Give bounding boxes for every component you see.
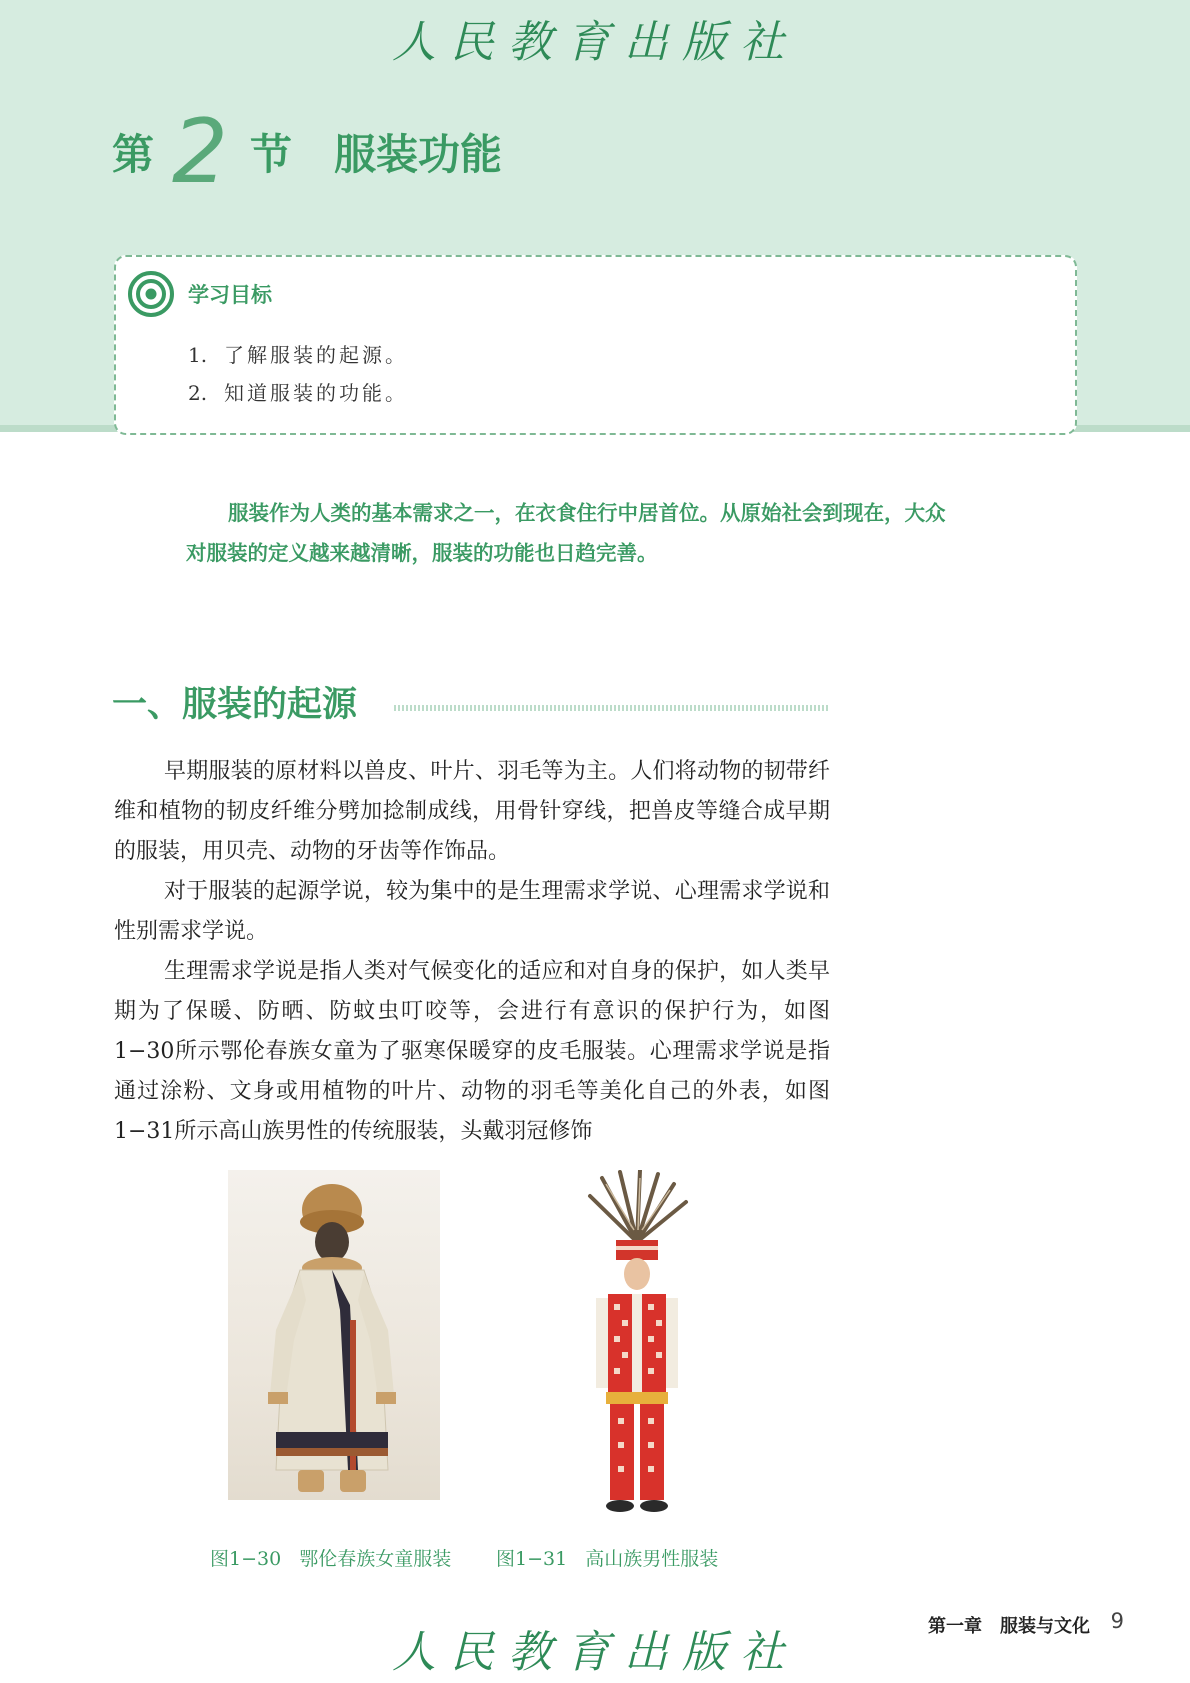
- oroqen-costume-illustration: [228, 1170, 440, 1500]
- section-number: 2: [172, 100, 229, 203]
- footer-chapter-title: 第一章 服装与文化: [928, 1616, 1090, 1637]
- section-prefix: 第: [112, 130, 155, 179]
- figure-number: 图1−30: [210, 1548, 282, 1570]
- subsection-heading: 一、服装的起源: [112, 685, 358, 725]
- figure-caption: [210, 1544, 451, 1571]
- intro-line-2: 对服装的定义越来越清晰，服装的功能也日趋完善。: [186, 541, 658, 565]
- goal-item: [188, 339, 408, 368]
- figure-caption-text: 鄂伦春族女童服装: [299, 1548, 452, 1570]
- goal-text: 了解服装的起源。: [224, 343, 408, 367]
- paragraph: 生理需求学说是指人类对气候变化的适应和对自身的保护，如人类早期为了保暖、防晒、防蚊虫叮咬等，会进行有意识的保护行为，如图1−30所示鄂伦春族女童为了驱寒保暖穿的皮毛服装。心理需求学说是指通过涂粉、文身或用植物的叶片、动物的羽毛等美化自己的外表，如图1−31所示高山族男性的传统服装，头戴羽冠修饰: [114, 959, 830, 1144]
- paragraph: 对于服装的起源学说，较为集中的是生理需求学说、心理需求学说和性别需求学说。: [114, 879, 830, 944]
- figure-number: 图1−31: [496, 1548, 568, 1570]
- figure-caption-text: 高山族男性服装: [585, 1548, 719, 1570]
- learning-goals-title: 学习目标: [188, 283, 272, 307]
- section-title: [112, 100, 503, 203]
- publisher-logo-top: 人民教育出版社: [392, 17, 798, 68]
- intro-paragraph: [186, 493, 1016, 573]
- goal-text: 知道服装的功能。: [224, 381, 408, 405]
- goal-number: 1.: [188, 343, 208, 367]
- figure-caption: [496, 1544, 718, 1571]
- page-number: 9: [1110, 1609, 1124, 1633]
- figure-1-31-photo: [562, 1170, 712, 1520]
- goal-number: 2.: [188, 381, 208, 405]
- body-text: [114, 752, 830, 1152]
- figure-1-30-photo: [228, 1170, 440, 1500]
- target-icon: [128, 271, 174, 317]
- publisher-logo-bottom: 人民教育出版社: [392, 1627, 798, 1678]
- gaoshan-costume-illustration: [562, 1170, 712, 1520]
- paragraph: 早期服装的原材料以兽皮、叶片、羽毛等为主。人们将动物的韧带纤维和植物的韧皮纤维分劈加捻制成线，用骨针穿线，把兽皮等缝合成早期的服装，用贝壳、动物的牙齿等作饰品。: [114, 759, 830, 864]
- heading-rule: [394, 705, 828, 711]
- goal-item: [188, 377, 408, 406]
- section-name: 服装功能: [334, 130, 503, 179]
- learning-goals-box: [114, 255, 1077, 435]
- section-suffix: 节: [250, 130, 293, 179]
- intro-line-1: 服装作为人类的基本需求之一，在衣食住行中居首位。从原始社会到现在，大众: [228, 501, 946, 525]
